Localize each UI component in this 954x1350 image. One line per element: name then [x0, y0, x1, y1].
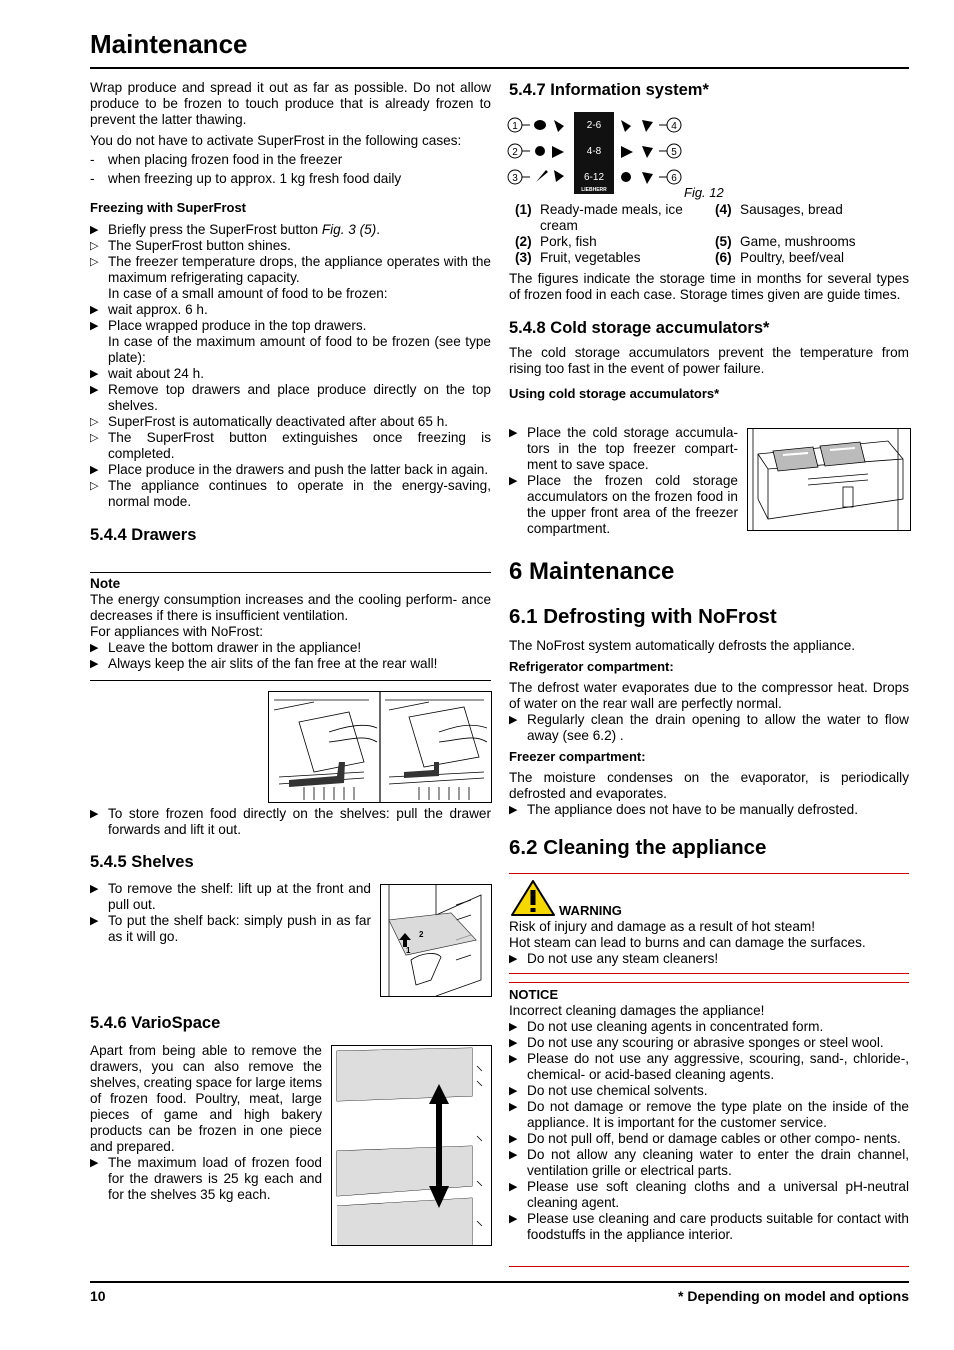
info-number: 4 — [671, 121, 677, 132]
intro-cases: You do not have to activate SuperFrost in the following cases: — [90, 133, 462, 148]
notice-item: ▶ Do not use cleaning agents in concentrated form. — [509, 1019, 824, 1034]
step-item: ▶ Place wrapped produce in the top drawers. In case of the maximum amount of food to be frozen (see type plate): — [90, 318, 491, 365]
note-text: The energy consumption increases and the cooling perform- ance decreases if there is insufficient ventilation. — [90, 592, 491, 623]
shelves-section — [90, 881, 371, 945]
fridge-subheading: Refrigerator compartment: — [509, 659, 674, 674]
step-item: ▶ wait approx. 6 h. — [90, 302, 208, 317]
legend-number: (2) — [515, 234, 532, 249]
panel-value: 4-8 — [586, 146, 602, 157]
legend-number: (6) — [715, 250, 732, 265]
cold-storage-text: The cold storage accumulators prevent the temperature from rising too fast in the event of power failure. — [509, 345, 909, 376]
step-item: ▶ Place the cold storage accumula- tors in the top freezer compart- ment to save space. — [509, 425, 738, 472]
warning-bottom-rule — [509, 973, 909, 974]
maintenance-section — [509, 558, 909, 860]
info-text-block — [509, 271, 909, 402]
step-item: ▶ The appliance does not have to be manually defrosted. — [509, 802, 859, 817]
legend-number: (3) — [515, 250, 532, 265]
warning-line: Risk of injury and damage as a result of hot steam! — [509, 919, 816, 934]
info-legend — [515, 202, 909, 266]
fridge-text: The defrost water evaporates due to the compressor heat. Drops of water on the rear wall are perfectly normal. — [509, 680, 909, 711]
shelf-illustration — [381, 885, 491, 996]
intro-paragraph: Wrap produce and spread it out as far as possible. Do not allow produce to be frozen to touch produce that is already frozen to prevent the latter thawing. — [90, 80, 491, 127]
notice-item: ▶ Do not damage or remove the type plate on the inside of the appliance. It is important for the customer service. — [509, 1099, 909, 1130]
step-item: ▶ Regularly clean the drain opening to allow the water to flow away (see 6.2) . — [509, 712, 909, 743]
info-number: 3 — [512, 173, 518, 184]
legend-text: Pork, fish — [540, 234, 597, 249]
notice-item: ▶ Please use cleaning and care products suitable for contact with foodstuffs in the appliance interior. — [509, 1211, 909, 1242]
svg-text:1: 1 — [406, 946, 411, 955]
drawers-section — [90, 806, 491, 872]
legend-text: Sausages, bread — [740, 202, 843, 217]
legend-text: Ready-made meals, ice cream — [540, 202, 683, 233]
cold-storage-figure — [747, 428, 911, 531]
header-rule — [90, 67, 909, 69]
step-item: ▶ To store frozen food directly on the shelves: pull the drawer forwards and lift it out. — [90, 806, 491, 837]
drawer-removal-illustration — [269, 692, 491, 802]
freezer-subheading: Freezer compartment: — [509, 749, 646, 764]
info-number: 6 — [671, 173, 677, 184]
notice-body — [509, 987, 909, 1243]
defrost-heading: 6.1 Defrosting with NoFrost — [509, 605, 777, 628]
notice-item: ▶ Do not pull off, bend or damage cables or other compo- nents. — [509, 1131, 901, 1146]
freezer-text: The moisture condenses on the evaporator, is periodically defrosted and evaporates. — [509, 770, 909, 801]
maintenance-heading: 6 Maintenance — [509, 558, 675, 585]
variospace-illustration — [332, 1046, 491, 1245]
warning-line: Hot steam can lead to burns and can damage the surfaces. — [509, 935, 866, 950]
variospace-heading: 5.4.6 VarioSpace — [90, 1014, 221, 1032]
legend-text: Poultry, beef/veal — [740, 250, 845, 265]
result-item: ▷ The freezer temperature drops, the appliance operates with the maximum refrigerating capacity. In case of a small amount of food to be frozen: — [90, 254, 491, 301]
vario-section — [90, 1043, 322, 1203]
dash-item: - when placing frozen food in the freezer — [90, 152, 343, 167]
warning-item: ▶ Do not use any steam cleaners! — [509, 951, 719, 966]
variospace-figure — [331, 1045, 492, 1246]
vario-heading-block — [90, 1013, 491, 1033]
note-item: ▶ Leave the bottom drawer in the appliance! — [90, 640, 362, 655]
footer-rule — [90, 1281, 909, 1283]
brand-label: LIEBHERR — [581, 187, 607, 193]
note-item: ▶ Always keep the air slits of the fan free at the rear wall! — [90, 656, 438, 671]
note-for: For appliances with NoFrost: — [90, 624, 264, 639]
legend-text: Game, mushrooms — [740, 234, 856, 249]
notice-item: ▶ Do not use chemical solvents. — [509, 1083, 708, 1098]
panel-value: 6-12 — [583, 172, 605, 183]
legend-number: (1) — [515, 202, 532, 217]
info-number: 2 — [512, 147, 518, 158]
notice-bottom-rule — [509, 1266, 909, 1267]
variospace-text: Apart from being able to remove the drawers, you can also remove the shelves, creating space for large items of frozen food. Poultry, meat, large pieces of game and high bakery products can be frozen in one piece and prepared. — [90, 1043, 322, 1154]
step-item: ▶ wait about 24 h. — [90, 366, 204, 381]
info-system-figure — [506, 112, 686, 194]
step-item: ▶ The maximum load of frozen food for the drawers is 25 kg each and for the shelves 35 kg each. — [90, 1155, 322, 1202]
panel-value: 2-6 — [586, 120, 602, 131]
warning-title: WARNING — [559, 903, 622, 918]
step-item: ▶ To remove the shelf: lift up at the front and pull out. — [90, 881, 371, 912]
warning-icon — [510, 879, 556, 921]
notice-item: ▶ Do not use any scouring or abrasive sponges or steel wool. — [509, 1035, 884, 1050]
info-system-heading: 5.4.7 Information system* — [509, 81, 709, 99]
drawer-removal-figure — [268, 691, 492, 803]
page-number: 10 — [90, 1288, 106, 1304]
dash-item: - when freezing up to approx. 1 kg fresh food daily — [90, 171, 402, 186]
info-heading-block — [509, 80, 909, 100]
cold-storage-heading: 5.4.8 Cold storage accumulators* — [509, 319, 770, 337]
notice-title: NOTICE — [509, 987, 559, 1002]
step-item: ▶ Remove top drawers and place produce directly on the top shelves. — [90, 382, 491, 413]
cold-storage-illustration — [748, 429, 910, 530]
legend-number: (4) — [715, 202, 732, 217]
figure-label: Fig. 12 — [684, 185, 724, 200]
note-box — [90, 576, 491, 672]
note-top-rule — [90, 572, 491, 573]
info-system-illustration — [506, 112, 686, 194]
cold-storage-subheading: Using cold storage accumulators* — [509, 386, 720, 401]
warning-body — [509, 919, 909, 967]
notice-item: ▶ Do not allow any cleaning water to enter the drain channel, ventilation grille or electrical parts. — [509, 1147, 909, 1178]
superfrost-heading: Freezing with SuperFrost — [90, 200, 247, 215]
note-bottom-rule — [90, 680, 491, 681]
notice-item: ▶ Please do not use any aggressive, scouring, sand-, chloride-, chemical- or acid-based cleaning agents. — [509, 1051, 909, 1082]
info-number: 1 — [512, 121, 518, 132]
result-item: ▷ The SuperFrost button shines. — [90, 238, 291, 253]
info-system-text: The figures indicate the storage time in months for several types of frozen food in each case. Storage times given are guide times. — [509, 271, 909, 302]
step-item: ▶ Briefly press the SuperFrost button Fig. 3 (5). — [90, 222, 380, 237]
note-title: Note — [90, 576, 121, 591]
shelves-heading: 5.4.5 Shelves — [90, 853, 194, 871]
shelf-figure — [380, 884, 492, 997]
step-item: ▶ Place the frozen cold storage accumulators on the frozen food in the upper front area of the freezer compartment. — [509, 473, 738, 536]
legend-number: (5) — [715, 234, 732, 249]
step-item: ▶ To put the shelf back: simply push in as far as it will go. — [90, 913, 371, 944]
notice-line: Incorrect cleaning damages the appliance! — [509, 1003, 765, 1018]
footer-note: * Depending on model and options — [678, 1288, 909, 1304]
page-title: Maintenance — [90, 29, 248, 59]
result-item: ▷ SuperFrost is automatically deactivated after about 65 h. — [90, 414, 449, 429]
info-number: 5 — [671, 147, 677, 158]
cold-storage-steps — [509, 425, 738, 537]
notice-top-rule — [509, 982, 909, 983]
drawers-heading: 5.4.4 Drawers — [90, 526, 197, 544]
step-item: ▶ Place produce in the drawers and push the latter back in again. — [90, 462, 489, 477]
cleaning-heading: 6.2 Cleaning the appliance — [509, 836, 767, 859]
warning-top-rule — [509, 873, 909, 874]
svg-text:2: 2 — [419, 930, 424, 939]
result-item: ▷ The SuperFrost button extinguishes once freezing is completed. — [90, 430, 491, 461]
legend-text: Fruit, vegetables — [540, 250, 641, 265]
defrost-text: The NoFrost system automatically defrosts the appliance. — [509, 638, 856, 653]
notice-item: ▶ Please use soft cleaning cloths and a universal pH-neutral cleaning agent. — [509, 1179, 909, 1210]
result-item: ▷ The appliance continues to operate in the energy-saving, normal mode. — [90, 478, 491, 509]
left-column — [90, 80, 491, 545]
